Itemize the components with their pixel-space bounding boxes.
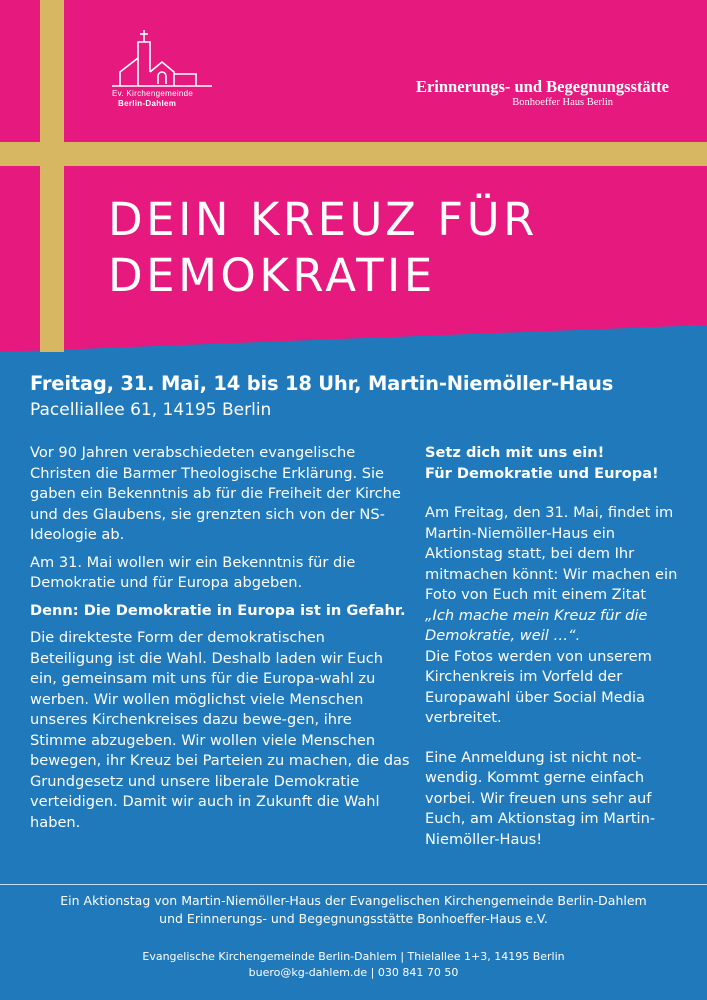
social-media-note: Die Fotos werden von unserem Kirchenkreis im Vorfeld der Europawahl über Social Media verbreitet. — [425, 647, 652, 726]
event-date-time-venue: Freitag, 31. Mai, 14 bis 18 Uhr, Martin-Niemöller-Haus — [30, 372, 614, 395]
danger-statement: Denn: Die Demokratie in Europa ist in Gefahr. — [30, 601, 406, 619]
intro-paragraph: Vor 90 Jahren verabschiedeten evangelische Christen die Barmer Theologische Erklärung. Sie gaben ein Bekenntnis ab für die Freiheit der Kirche und des Glaubens, sie grenzten sich von der NS-Ideologie ab. — [30, 444, 401, 543]
church-logo-line2: Berlin-Dahlem — [118, 99, 177, 108]
footer-contact-email-phone: buero@kg-dahlem.de | 030 841 70 50 — [248, 966, 459, 979]
gold-cross-vertical-bar — [40, 0, 64, 352]
footer-contact-address: Evangelische Kirchengemeinde Berlin-Dahlem | Thielallee 1+3, 14195 Berlin — [142, 950, 565, 963]
organisation-title: Erinnerungs- und Begegnungsstätte — [415, 77, 669, 96]
footer-organisers-line2: und Erinnerungs- und Begegnungsstätte Bonhoeffer-Haus e.V. — [159, 911, 548, 926]
call-to-action-heading2: Für Demokratie und Europa! — [425, 464, 659, 482]
organisation-subtitle: Bonhoeffer Haus Berlin — [512, 97, 613, 108]
footer-organisers-line1: Ein Aktionstag von Martin-Niemöller-Haus der Evangelischen Kirchengemeinde Berlin-Dahlem — [60, 893, 647, 908]
footer-divider — [0, 884, 707, 885]
church-logo-line1: Ev. Kirchengemeinde — [112, 89, 194, 98]
event-description: Am Freitag, den 31. Mai, findet im Martin-Niemöller-Haus ein Aktionstag statt, bei dem Ihr mitmachen könnt: Wir machen ein Foto von Euch mit einem Zitat — [425, 504, 678, 603]
headline — [108, 192, 698, 304]
gold-cross-horizontal-bar — [0, 142, 707, 166]
quote-text: „Ich mache mein Kreuz für die Demokratie, weil …“. — [425, 606, 648, 644]
right-column — [425, 443, 695, 857]
confession-paragraph: Am 31. Mai wollen wir ein Bekenntnis für die Demokratie und für Europa abgeben. — [30, 553, 356, 591]
event-address: Pacelliallee 61, 14195 Berlin — [30, 400, 272, 420]
registration-note: Eine Anmeldung ist nicht not-wendig. Kommt gerne einfach vorbei. Wir freuen uns sehr auf Euch, am Aktionstag im Martin-Niemöller-Haus! — [425, 748, 656, 848]
call-to-action-heading1: Setz dich mit uns ein! — [425, 444, 605, 461]
election-paragraph: Die direkteste Form der demokratischen Beteiligung ist die Wahl. Deshalb laden wir Euch ein, gemeinsam mit uns für die Europa-wahl zu werben. Wir wollen möglichst viele Menschen unseres Kirchenkreises dazu bewe-gen, ihre Stimme abzugeben. Wir wollen viele Menschen bewegen, ihr Kreuz bei Parteien zu machen, die das Grundgesetz und unsere liberale Demokratie verteidigen. Damit wir auch in Zukunft die Wahl haben. — [30, 629, 410, 831]
headline-line1: DEIN KREUZ FÜR — [108, 193, 538, 246]
headline-line2: DEMOKRATIE — [108, 249, 436, 302]
left-column — [30, 443, 410, 840]
